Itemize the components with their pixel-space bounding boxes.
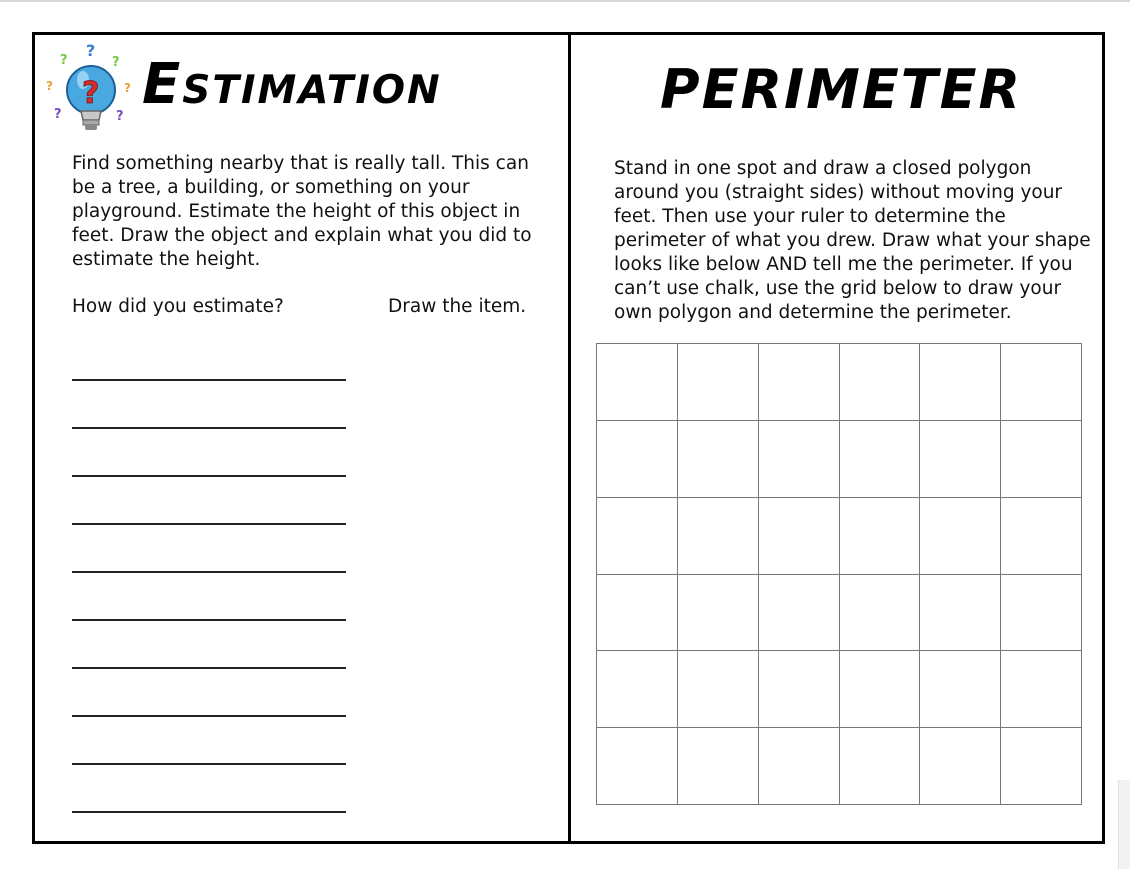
grid-cell[interactable] xyxy=(597,344,678,421)
perimeter-instructions: Stand in one spot and draw a closed polygon around you (straight sides) without moving your feet. Then use your ruler to determine the perimeter of what you drew. Draw what your shape looks like below AND tell me the perimeter. If you can’t use chalk, use the grid below to draw your own polygon and determine the perimeter. xyxy=(614,158,1091,323)
grid-cell[interactable] xyxy=(840,421,921,498)
drawing-grid[interactable] xyxy=(596,343,1082,805)
svg-text:?: ? xyxy=(82,76,100,111)
grid-cell[interactable] xyxy=(678,575,759,652)
perimeter-title: PERIMETER xyxy=(660,58,1023,121)
estimation-instructions: Find something nearby that is really tall. This can be a tree, a building, or something on your playground. Estimate the height of this object in feet. Draw the object and explain what you did to estimate the height. xyxy=(72,153,532,270)
grid-cell[interactable] xyxy=(1001,728,1082,805)
grid-cell[interactable] xyxy=(678,728,759,805)
svg-text:?: ? xyxy=(124,81,131,95)
grid-cell[interactable] xyxy=(678,344,759,421)
grid-cell[interactable] xyxy=(678,421,759,498)
grid-cell[interactable] xyxy=(1001,498,1082,575)
svg-text:?: ? xyxy=(116,109,124,124)
grid-cell[interactable] xyxy=(920,498,1001,575)
page-corner-shadow xyxy=(1118,780,1130,869)
answer-line[interactable] xyxy=(72,523,346,525)
grid-cell[interactable] xyxy=(1001,651,1082,728)
answer-line[interactable] xyxy=(72,619,346,621)
grid-cell[interactable] xyxy=(678,498,759,575)
grid-cell[interactable] xyxy=(920,728,1001,805)
grid-cell[interactable] xyxy=(920,421,1001,498)
svg-text:?: ? xyxy=(60,53,68,68)
grid-cell[interactable] xyxy=(840,344,921,421)
grid-cell[interactable] xyxy=(920,575,1001,652)
grid-cell[interactable] xyxy=(759,344,840,421)
grid-cell[interactable] xyxy=(597,421,678,498)
grid-cell[interactable] xyxy=(1001,421,1082,498)
svg-text:?: ? xyxy=(46,79,53,93)
grid-cell[interactable] xyxy=(759,421,840,498)
answer-line[interactable] xyxy=(72,379,346,381)
grid-cell[interactable] xyxy=(759,728,840,805)
grid-cell[interactable] xyxy=(678,651,759,728)
grid-cell[interactable] xyxy=(840,651,921,728)
grid-cell[interactable] xyxy=(759,575,840,652)
how-estimate-label: How did you estimate? xyxy=(72,296,284,317)
grid-cell[interactable] xyxy=(597,728,678,805)
draw-item-label: Draw the item. xyxy=(388,296,527,317)
svg-text:?: ? xyxy=(86,41,96,60)
grid-cell[interactable] xyxy=(759,651,840,728)
grid-cell[interactable] xyxy=(1001,344,1082,421)
answer-line[interactable] xyxy=(72,811,346,813)
grid-cell[interactable] xyxy=(840,498,921,575)
grid-cell[interactable] xyxy=(759,498,840,575)
lightbulb-question-icon xyxy=(44,40,142,140)
grid-cell[interactable] xyxy=(840,575,921,652)
answer-line[interactable] xyxy=(72,571,346,573)
grid-cell[interactable] xyxy=(597,651,678,728)
estimation-title: Estimation xyxy=(142,52,442,117)
grid-cell[interactable] xyxy=(597,575,678,652)
page-top-edge xyxy=(0,0,1130,2)
grid-cell[interactable] xyxy=(597,498,678,575)
answer-line[interactable] xyxy=(72,427,346,429)
grid-cell[interactable] xyxy=(840,728,921,805)
answer-line[interactable] xyxy=(72,763,346,765)
grid-cell[interactable] xyxy=(920,651,1001,728)
answer-line[interactable] xyxy=(72,715,346,717)
svg-text:?: ? xyxy=(54,107,62,122)
svg-text:?: ? xyxy=(112,55,120,70)
answer-line[interactable] xyxy=(72,667,346,669)
grid-cell[interactable] xyxy=(1001,575,1082,652)
grid-cell[interactable] xyxy=(920,344,1001,421)
answer-line[interactable] xyxy=(72,475,346,477)
column-divider xyxy=(568,32,571,844)
